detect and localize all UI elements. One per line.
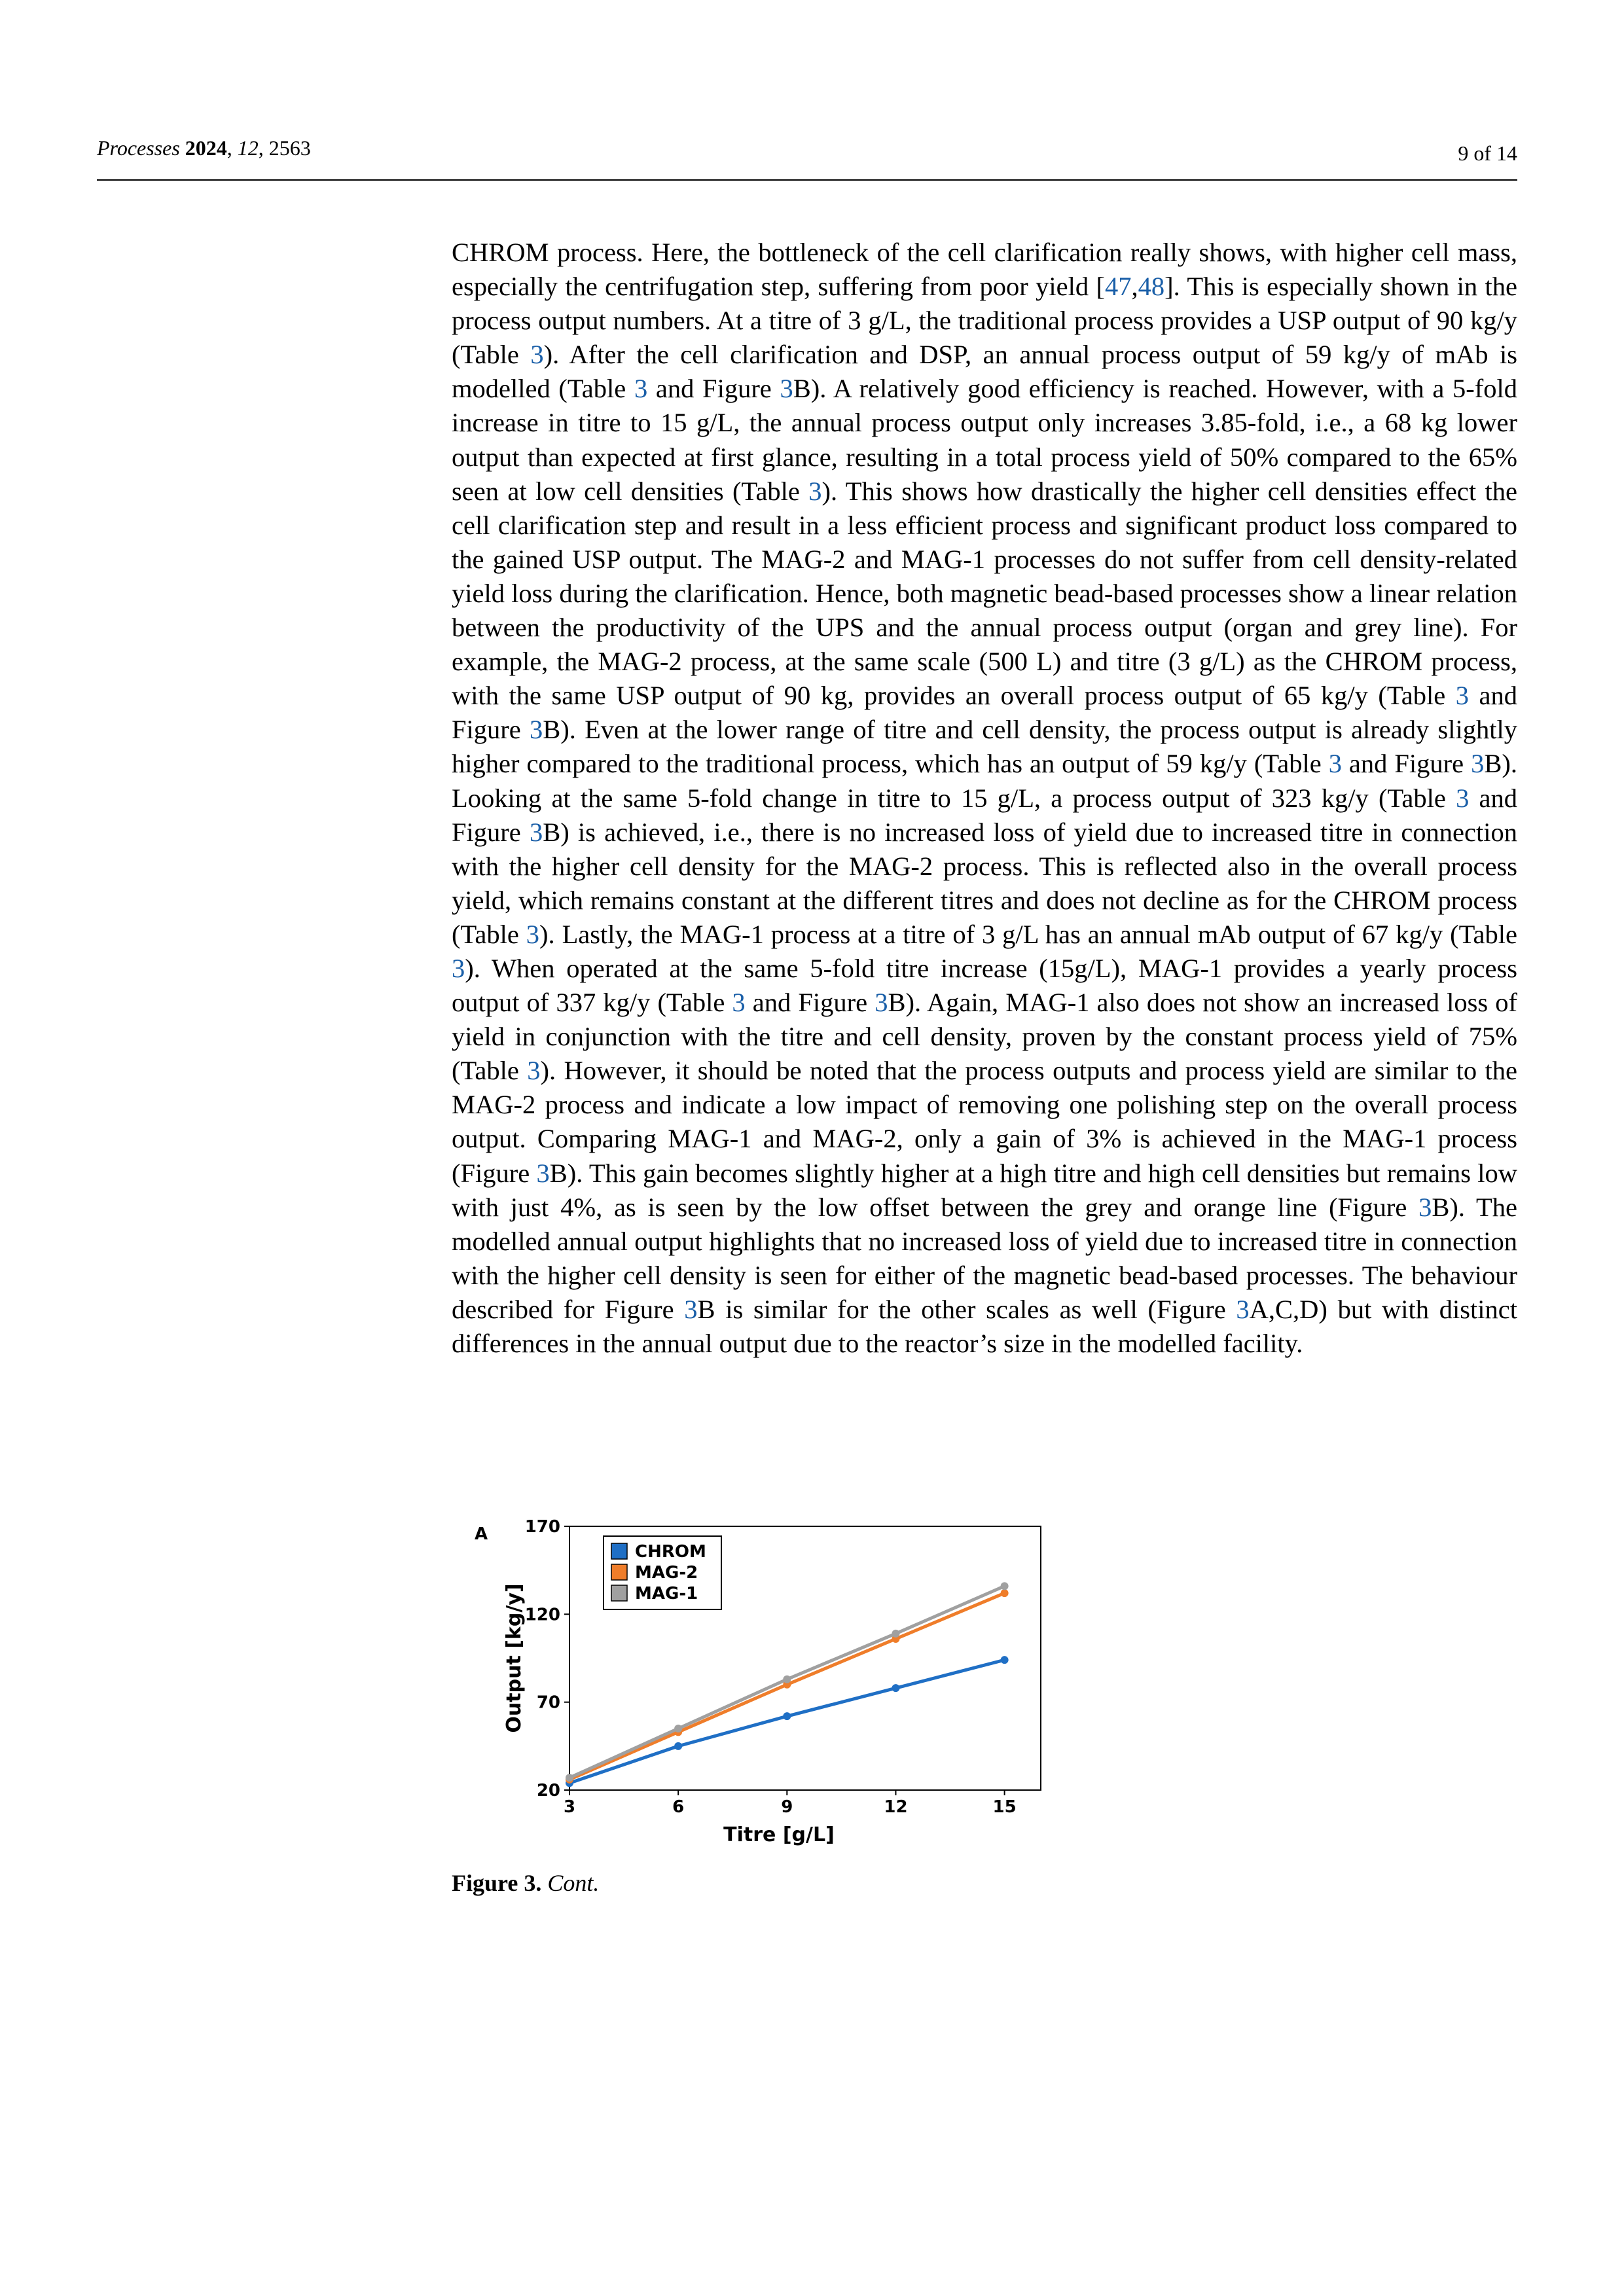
data-point-chrom [783, 1712, 791, 1720]
figure-caption [452, 1869, 599, 1897]
reference-link[interactable]: 3 [732, 988, 746, 1018]
text-run: , [1131, 272, 1138, 302]
reference-link[interactable]: 3 [536, 1158, 550, 1188]
body-paragraph [452, 236, 1517, 1361]
article-number: 2563 [268, 136, 311, 160]
reference-link[interactable]: 3 [634, 374, 648, 404]
legend-label-mag-1: MAG-1 [635, 1584, 698, 1604]
text-run: and Figure [647, 374, 780, 404]
text-run: B). Even at the lower range of titre and cell density, the process output is already slightly higher compared to the traditional process, which has an output of 59 kg/y (Table [452, 715, 1517, 779]
paragraph-text [452, 236, 1517, 1361]
caption-text: Cont. [547, 1870, 600, 1896]
data-point-mag-1 [1001, 1582, 1009, 1590]
y-tick-label: 170 [524, 1517, 560, 1537]
text-run: CHROM process. Here, the bottleneck of the cell clarification really shows, with higher cell mass, especially the centrifugation step, suffering from poor yield [ [452, 238, 1517, 302]
text-run: ). When operated at the same 5-fold titre increase (15g/L), MAG-1 provides a yearly process output of 337 kg/y (Table [452, 953, 1517, 1018]
x-tick-label: 3 [563, 1797, 576, 1817]
text-run: ). However, it should be noted that the process outputs and process yield are similar to the MAG-2 process and indicate a low impact of removing one polishing step on the overall process output. Comparing MAG-1 and MAG-2, only a gain of 3% is achieved in the MAG-1 process (Figure [452, 1056, 1517, 1188]
caption-label: Figure 3. [452, 1870, 542, 1896]
y-tick-label: 20 [536, 1781, 560, 1801]
reference-link[interactable]: 3 [1471, 749, 1485, 779]
reference-link[interactable]: 3 [530, 340, 544, 370]
reference-link[interactable]: 3 [684, 1294, 698, 1324]
reference-link[interactable]: 3 [780, 374, 793, 404]
reference-link[interactable]: 3 [529, 715, 543, 745]
text-run: B is similar for the other scales as well (Figure [697, 1294, 1236, 1324]
legend-swatch-mag-2 [611, 1564, 627, 1580]
x-axis-label: Titre [g/L] [723, 1823, 835, 1846]
text-run: and Figure [452, 681, 1517, 745]
reference-link[interactable]: 3 [1456, 783, 1470, 813]
x-tick-label: 6 [672, 1797, 685, 1817]
reference-link[interactable]: 3 [527, 1056, 541, 1086]
data-point-mag-1 [783, 1676, 791, 1683]
text-run: B). The modelled annual output highlights that no increased loss of yield due to increased titre in connection with the higher cell density is seen for either of the magnetic bead-based processes. The behaviour described for Figure [452, 1192, 1517, 1324]
data-point-mag-1 [674, 1725, 682, 1732]
text-run: and Figure [745, 988, 875, 1018]
reference-link[interactable]: 3 [875, 988, 888, 1018]
journal-volume: 12 [237, 136, 259, 160]
reference-link[interactable]: 3 [808, 476, 822, 506]
text-run: ). Lastly, the MAG-1 process at a titre of 3 g/L has an annual mAb output of 67 kg/y (Table [539, 919, 1517, 949]
text-run: ). This shows how drastically the higher cell densities effect the cell clarification step and result in a less efficient process and significant product loss compared to the gained USP output. The MAG-2 and MAG-1 processes do not suffer from cell density-related yield loss during the clarification. Hence, both magnetic bead-based processes show a linear relation between the productivity of the UPS and the annual process output (organ and grey line). For example, the MAG-2 process, at the same scale (500 L) and titre (3 g/L) as the CHROM process, with the same USP output of 90 kg, provides an overall process output of 65 kg/y (Table [452, 476, 1517, 711]
data-point-chrom [892, 1684, 899, 1692]
text-run: B). Looking at the same 5-fold change in titre to 15 g/L, a process output of 323 kg/y (Table [452, 749, 1517, 813]
page-number: 9 of 14 [1458, 141, 1517, 165]
journal-name: Processes [97, 136, 180, 160]
reference-link[interactable]: 3 [1328, 749, 1342, 779]
reference-link[interactable]: 3 [529, 817, 543, 847]
text-run: ). After the cell clarification and DSP, an annual process output of 59 kg/y of mAb is modelled (Table [452, 340, 1517, 404]
legend-swatch-chrom [611, 1543, 627, 1559]
reference-link[interactable]: 47 [1104, 272, 1132, 302]
y-axis-label: Output [kg/y] [503, 1583, 526, 1733]
legend-label-mag-2: MAG-2 [635, 1563, 698, 1583]
x-tick-label: 12 [884, 1797, 908, 1817]
text-run: B). A relatively good efficiency is reached. However, with a 5-fold increase in titre to 15 g/L, the annual process output only increases 3.85-fold, i.e., a 68 kg lower output than expected at first glance, resulting in a total process yield of 50% compared to the 65% seen at low cell densities (Table [452, 374, 1517, 506]
data-point-chrom [674, 1742, 682, 1750]
text-run: B). Again, MAG-1 also does not show an increased loss of yield in conjunction with the titre and cell density, proven by the constant process yield of 75% (Table [452, 988, 1517, 1086]
data-point-mag-2 [1001, 1589, 1009, 1597]
legend-label-chrom: CHROM [635, 1542, 706, 1562]
text-run: A,C,D) but with distinct differences in the annual output due to the reactor’s size in the modelled facility. [452, 1294, 1518, 1358]
text-run: ]. This is especially shown in the process output numbers. At a titre of 3 g/L, the traditional process provides a USP output of 90 kg/y (Table [452, 272, 1517, 370]
reference-link[interactable]: 3 [526, 919, 540, 949]
data-point-chrom [1001, 1656, 1009, 1664]
data-point-mag-1 [566, 1774, 573, 1782]
panel-label: A [475, 1524, 488, 1544]
text-run: B). This gain becomes slightly higher at a high titre and high cell densities but remains low with just 4%, as is seen by the low offset between the grey and orange line (Figure [452, 1158, 1517, 1222]
reference-link[interactable]: 3 [1418, 1192, 1432, 1222]
x-tick-label: 15 [992, 1797, 1017, 1817]
text-run: B) is achieved, i.e., there is no increased loss of yield due to increased titre in connection with the higher cell density for the MAG-2 process. This is reflected also in the overall process yield, which remains constant at the different titres and does not decline as for the CHROM process (Table [452, 817, 1517, 949]
page-header [97, 130, 1517, 181]
reference-link[interactable]: 3 [452, 953, 465, 983]
figure-3a-chart [452, 1499, 1067, 1865]
y-tick-label: 70 [536, 1693, 560, 1713]
y-tick-label: 120 [524, 1605, 560, 1625]
journal-citation: Processes 2024, 12, 2563 [97, 136, 311, 160]
data-point-mag-1 [892, 1630, 899, 1638]
reference-link[interactable]: 48 [1138, 272, 1165, 302]
text-run: and Figure [452, 783, 1518, 847]
text-run: and Figure [1341, 749, 1471, 779]
x-tick-label: 9 [781, 1797, 793, 1817]
legend-swatch-mag-1 [611, 1585, 627, 1601]
journal-year: 2024 [185, 136, 227, 160]
reference-link[interactable]: 3 [1236, 1294, 1250, 1324]
reference-link[interactable]: 3 [1455, 681, 1469, 711]
